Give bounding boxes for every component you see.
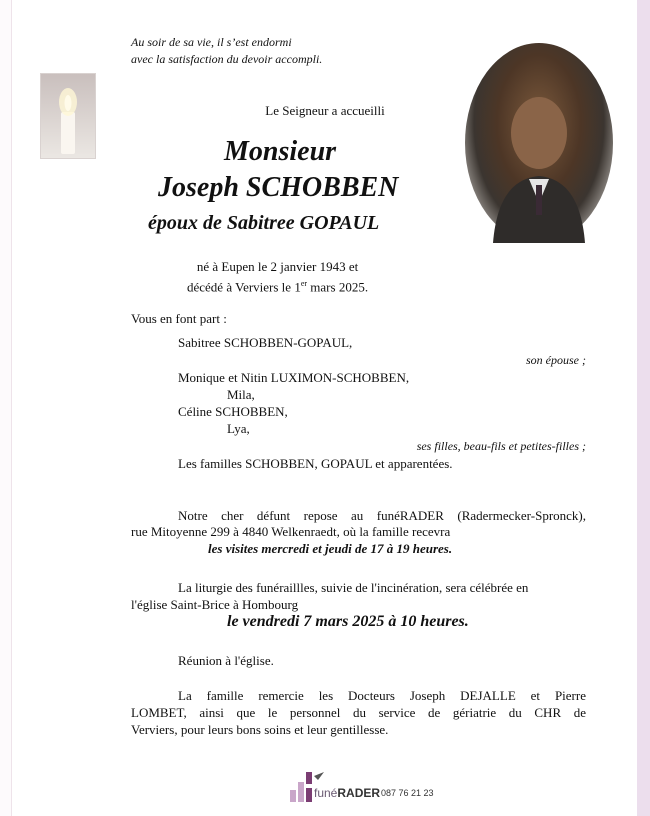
family-grandchild-1: Mila, (227, 387, 255, 402)
family-spouse-role: son épouse ; (526, 353, 586, 367)
liturgy-line-2: l'église Saint-Brice à Hombourg (131, 597, 299, 612)
family-grandchild-2: Lya, (227, 421, 250, 436)
visits-line: les visites mercredi et jeudi de 17 à 19 heures. (208, 541, 453, 556)
deceased-name: Joseph SCHOBBEN (158, 172, 399, 203)
page-right-edge (637, 0, 650, 816)
brand-suffix: RADER (337, 786, 381, 800)
brand-prefix: funé (314, 786, 338, 800)
death-sup: er (300, 279, 308, 288)
repose-line-1-text: Notre cher défunt repose au funéRADER (Radermecker-Spronck), (178, 508, 586, 523)
death-suffix: mars 2025. (307, 279, 369, 295)
thanks-line-1: La famille remercie les Docteurs Joseph DEJALLE et Pierre (178, 688, 586, 703)
motto-line-2: avec la satisfaction du devoir accompli. (131, 52, 323, 66)
family-children-role: ses filles, beau-fils et petites-filles ; (416, 439, 586, 453)
portrait-photo (465, 43, 613, 243)
greeting: Le Seigneur a accueilli (265, 103, 385, 118)
funeral-date: le vendredi 7 mars 2025 à 10 heures. (227, 613, 469, 630)
family-daughter-1: Monique et Nitin LUXIMON-SCHOBBEN, (178, 370, 410, 385)
page-left-edge (0, 0, 12, 816)
liturgy-line-1: La liturgie des funéraillles, suivie de l'incinération, sera célébrée en (178, 580, 529, 595)
repose-line-2: rue Mitoyenne 299 à 4840 Welkenraedt, où la famille recevra (131, 524, 451, 539)
motto (131, 34, 322, 68)
motto-line-1: Au soir de sa vie, il s’est endormi (131, 35, 292, 49)
family-families: Les familles SCHOBBEN, GOPAUL et apparentées. (178, 456, 453, 471)
death-line (187, 275, 368, 295)
death-prefix: décédé à Verviers le 1 (187, 279, 301, 295)
thanks-line-3: Verviers, pour leurs bons soins et leur gentillesse. (131, 722, 389, 737)
reunion: Réunion à l'église. (178, 653, 274, 668)
footer-brand (314, 786, 380, 800)
repose-line-1 (131, 507, 586, 524)
thanks-line-2: LOMBET, ainsi que le personnel du service de gériatrie du CHR de (131, 705, 586, 720)
footer-phone: 087 76 21 23 (381, 788, 434, 798)
deceased-title: Monsieur (224, 136, 337, 167)
dates (187, 258, 368, 295)
spouse-line: époux de Sabitree GOPAUL (148, 212, 380, 234)
birth-line: né à Eupen le 2 janvier 1943 et (196, 259, 359, 274)
portrait-silhouette (465, 43, 613, 243)
family-daughter-2: Céline SCHOBBEN, (178, 404, 288, 419)
announce: Vous en font part : (131, 311, 227, 326)
family-spouse-name: Sabitree SCHOBBEN-GOPAUL, (178, 335, 353, 350)
